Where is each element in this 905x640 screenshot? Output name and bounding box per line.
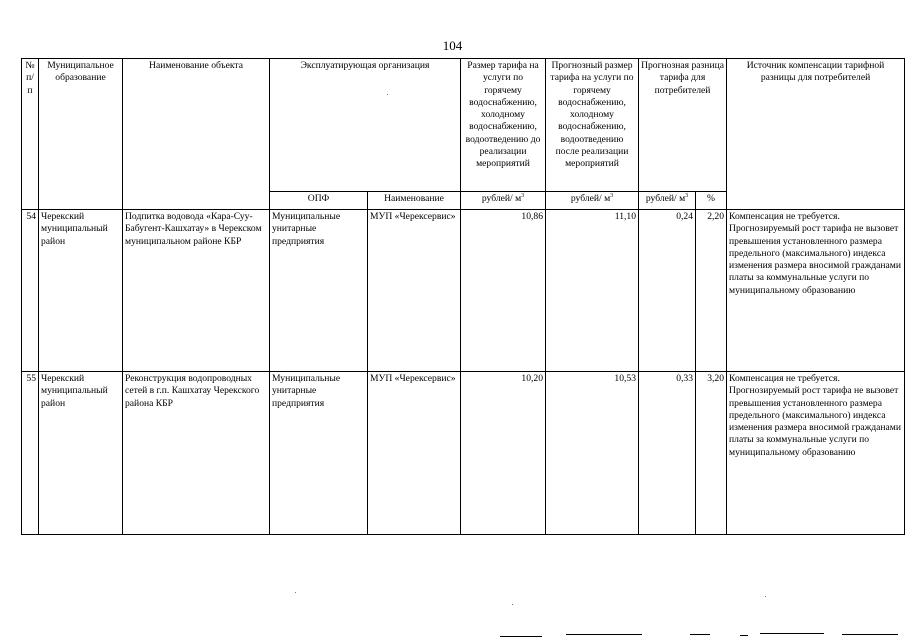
row-object-name: Подпитка водовода «Кара-Суу-Бабугент-Кашхатау» в Черекском муниципальном районе КБР — [123, 210, 270, 372]
scan-mark — [566, 634, 642, 635]
row-compensation: Компенсация не требуется. Прогнозируемый рост тарифа не вызовет превышения установленного размера предельного (максимального) индекса изменения размера вносимой гражданами платы за коммунальные услуги по муниципальному образованию — [727, 210, 905, 372]
scan-dot — [295, 592, 296, 593]
subheader-percent: % — [696, 192, 727, 210]
scan-mark — [740, 635, 748, 636]
tariff-table — [21, 58, 905, 535]
header-operator: Эксплуатирующая организация — [270, 59, 461, 192]
scan-mark — [842, 634, 898, 635]
header-row — [22, 59, 905, 192]
header-current-tariff: Размер тарифа на услуги по горячему водоснабжению, холодному водоснабжению, водоотведению до реализации мероприятий — [461, 59, 546, 192]
row-forecast-tariff: 11,10 — [546, 210, 639, 372]
header-object-name: Наименование объекта — [123, 59, 270, 210]
row-diff-rub: 0,24 — [639, 210, 696, 372]
page-number: 104 — [442, 38, 463, 53]
table-row — [22, 372, 905, 535]
row-object-name: Реконструкция водопроводных сетей в г.п. Кашхатау Черекского района КБР — [123, 372, 270, 535]
table-row — [22, 210, 905, 372]
scan-mark — [760, 633, 824, 634]
scan-dot — [387, 94, 388, 95]
row-current-tariff: 10,86 — [461, 210, 546, 372]
row-opf: Муниципальные унитарные предприятия — [270, 372, 368, 535]
subheader-unit-forecast: рублей/ $м^3$ — [546, 192, 639, 210]
scan-dot — [512, 604, 513, 605]
header-forecast-tariff: Прогнозный размер тарифа на услуги по горячему водоснабжению, холодному водоснабжению, водоотведению после реализации мероприятий — [546, 59, 639, 192]
scan-dot — [765, 596, 766, 597]
row-opf: Муниципальные унитарные предприятия — [270, 210, 368, 372]
row-diff-pct: 2,20 — [696, 210, 727, 372]
scan-mark — [690, 634, 710, 635]
row-municipality: Черекский муниципальный район — [39, 372, 123, 535]
row-org-name: МУП «Черексервис» — [368, 210, 461, 372]
header-compensation: Источник компенсации тарифной разницы для потребителей — [727, 59, 905, 210]
row-num: 54 — [22, 210, 39, 372]
row-compensation: Компенсация не требуется. Прогнозируемый рост тарифа не вызовет превышения установленного размера предельного (максимального) индекса изменения размера вносимой гражданами платы за коммунальные услуги по муниципальному образованию — [727, 372, 905, 535]
header-forecast-diff: Прогнозная разница тарифа для потребителей — [639, 59, 727, 192]
subheader-name: Наименование — [368, 192, 461, 210]
header-num: № п/п — [22, 59, 39, 210]
row-current-tariff: 10,20 — [461, 372, 546, 535]
row-forecast-tariff: 10,53 — [546, 372, 639, 535]
subheader-unit-diff: рублей/ $м^3$ — [639, 192, 696, 210]
scan-mark — [500, 636, 542, 637]
row-diff-pct: 3,20 — [696, 372, 727, 535]
subheader-opf: ОПФ — [270, 192, 368, 210]
row-num: 55 — [22, 372, 39, 535]
subheader-unit-current: рублей/ $м^3$ — [461, 192, 546, 210]
row-org-name: МУП «Черексервис» — [368, 372, 461, 535]
row-diff-rub: 0,33 — [639, 372, 696, 535]
header-municipality: Муниципальное образование — [39, 59, 123, 210]
row-municipality: Черекский муниципальный район — [39, 210, 123, 372]
